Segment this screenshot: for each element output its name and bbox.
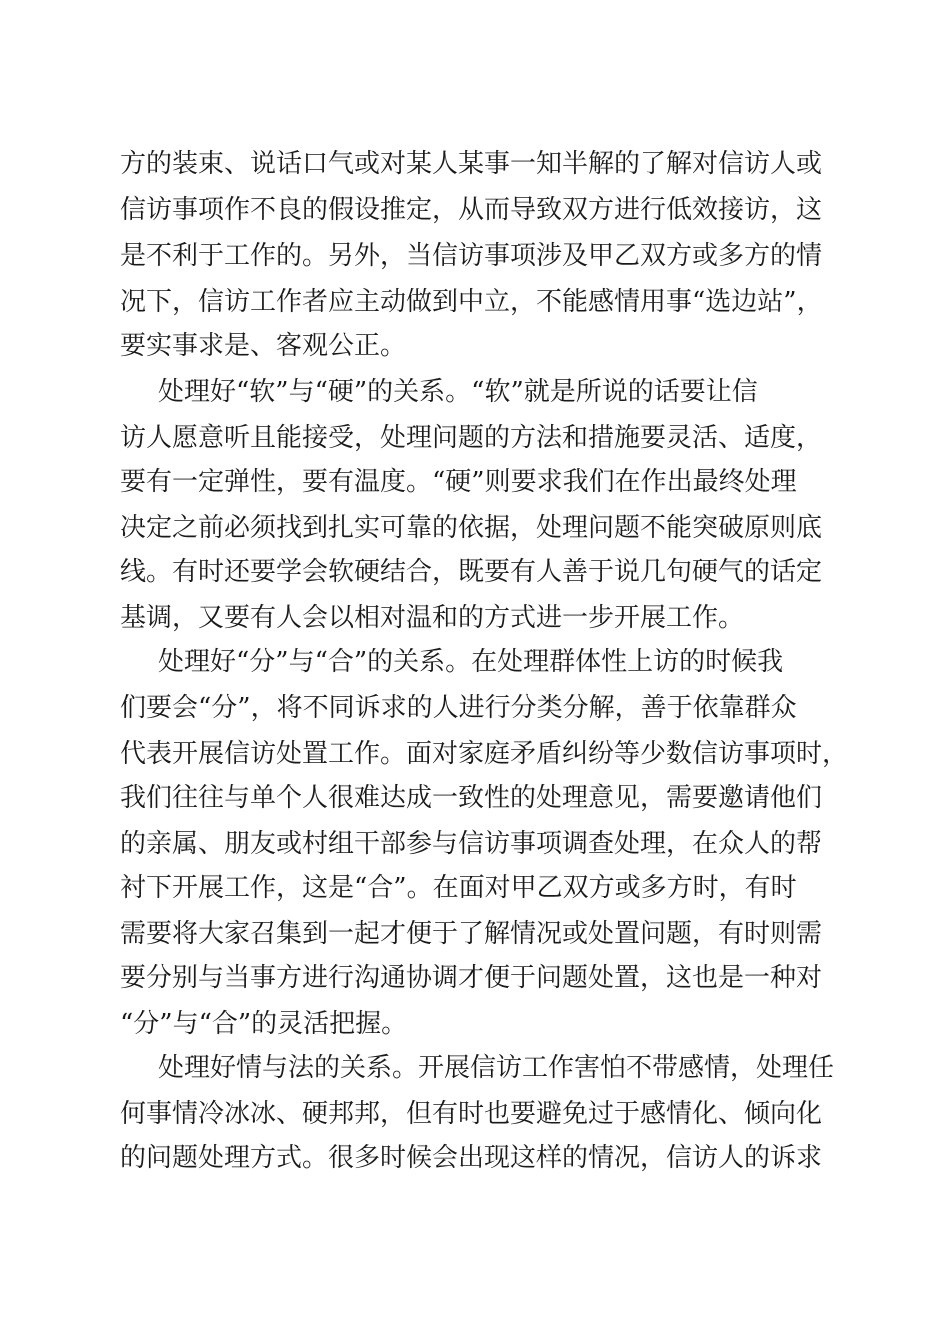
paragraph-first-line: 处理好情与法的关系。开展信访工作害怕不带感情，处理任 [158,1053,835,1083]
text-line: 是不利于工作的。另外，当信访事项涉及甲乙双方或多方的情 [120,241,823,271]
text-line: 的问题处理方式。很多时候会出现这样的情况，信访人的诉求 [120,1143,823,1173]
text-line: 信访事项作不良的假设推定，从而导致双方进行低效接访，这 [120,195,823,225]
text-line: 代表开展信访处置工作。面对家庭矛盾纠纷等少数信访事项时， [120,739,849,769]
text-line: 线。有时还要学会软硬结合，既要有人善于说几句硬气的话定 [120,557,823,587]
text-line: 况下，信访工作者应主动做到中立，不能感情用事“选边站”， [120,287,823,317]
text-line: 需要将大家召集到一起才便于了解情况或处置问题，有时则需 [120,919,823,949]
text-line: 何事情冷冰冰、硬邦邦，但有时也要避免过于感情化、倾向化 [120,1099,823,1129]
text-line: 要有一定弹性，要有温度。“硬”则要求我们在作出最终处理 [120,467,797,497]
text-line: 决定之前必须找到扎实可靠的依据，处理问题不能突破原则底 [120,513,823,543]
paragraph-first-line: 处理好“软”与“硬”的关系。“软”就是所说的话要让信 [158,377,758,407]
text-line: 的亲属、朋友或村组干部参与信访事项调查处理，在众人的帮 [120,829,823,859]
text-line: 要分别与当事方进行沟通协调才便于问题处置，这也是一种对 [120,963,823,993]
text-line: 我们往往与单个人很难达成一致性的处理意见，需要邀请他们 [120,783,823,813]
text-line: 基调，又要有人会以相对温和的方式进一步开展工作。 [120,603,745,633]
text-line: 要实事求是、客观公正。 [120,331,407,361]
text-line: “分”与“合”的灵活把握。 [120,1009,408,1039]
text-line: 访人愿意听且能接受，处理问题的方法和措施要灵活、适度， [120,423,823,453]
paragraph-first-line: 处理好“分”与“合”的关系。在处理群体性上访的时候我 [158,647,784,677]
text-line: 衬下开展工作，这是“合”。在面对甲乙双方或多方时，有时 [120,873,797,903]
text-line: 方的装束、说话口气或对某人某事一知半解的了解对信访人或 [120,149,823,179]
text-line: 们要会“分”，将不同诉求的人进行分类分解，善于依靠群众 [120,693,797,723]
